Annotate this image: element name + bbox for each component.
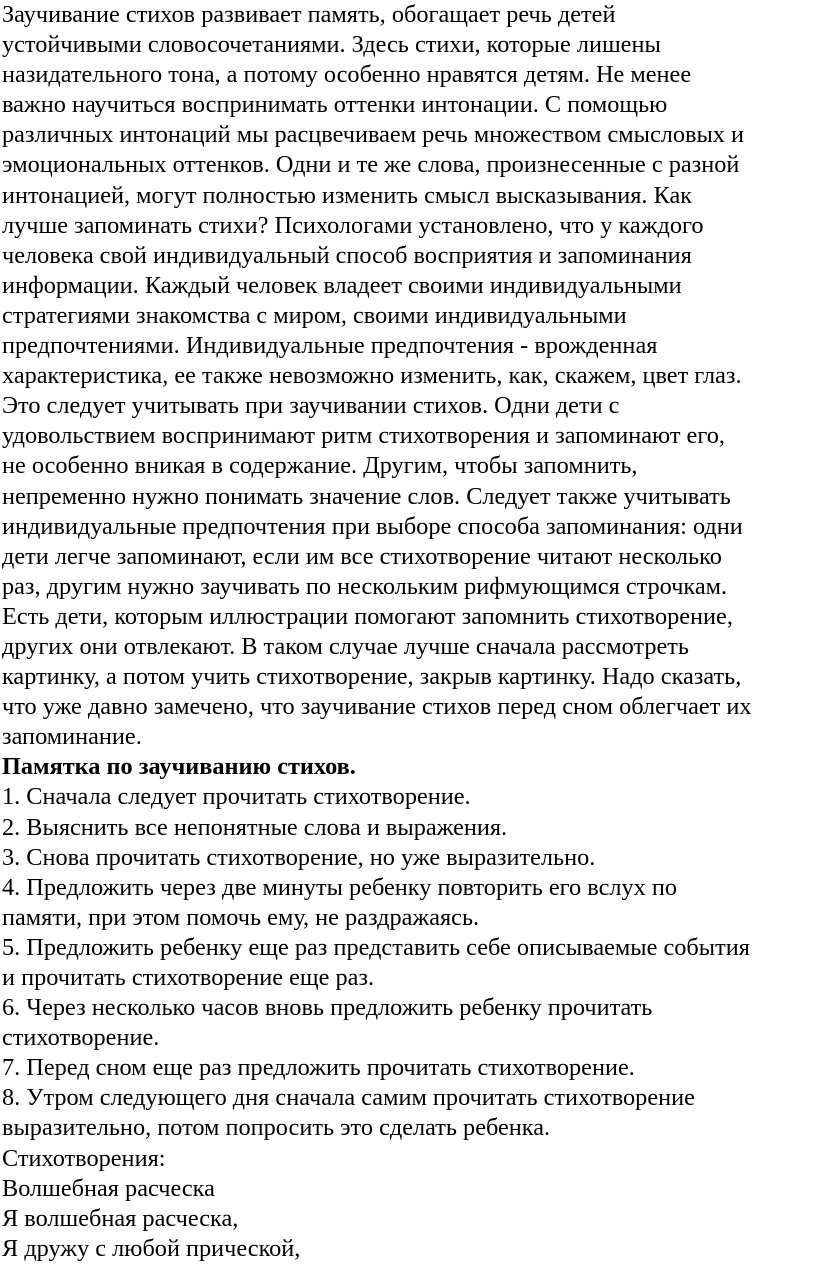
poems-label: Стихотворения: xyxy=(2,1144,166,1172)
text-line: индивидуальные предпочтения при выборе способа запоминания: одни xyxy=(2,512,743,540)
text-line: предпочтениями. Индивидуальные предпочтения - врожденная xyxy=(2,332,658,360)
text-line: устойчивыми словосочетаниями. Здесь стихи, которые лишены xyxy=(2,31,661,59)
document-page xyxy=(2,0,814,1264)
memo-line: 6. Через несколько часов вновь предложить ребенку прочитать xyxy=(2,994,653,1022)
poem-text xyxy=(2,1204,814,1264)
memo-line: 4. Предложить через две минуты ребенку повторить его вслух по xyxy=(2,873,678,901)
poem-line: Я дружу с любой прической, xyxy=(2,1234,301,1262)
text-line: Это следует учитывать при заучивании стихов. Одни дети с xyxy=(2,392,620,420)
memo-line: 1. Сначала следует прочитать стихотворение. xyxy=(2,783,471,811)
text-line: назидательного тона, а потому особенно нравятся детям. Не менее xyxy=(2,61,692,89)
memo-line: 8. Утром следующего дня сначала самим прочитать стихотворение xyxy=(2,1084,695,1112)
memo-list xyxy=(2,782,814,1143)
text-line: других они отвлекают. В таком случае лучше сначала рассмотреть xyxy=(2,632,689,660)
poem-title: Волшебная расческа xyxy=(2,1174,215,1202)
text-line: различных интонаций мы расцвечиваем речь множеством смысловых и xyxy=(2,121,745,149)
text-line: лучше запоминать стихи? Психологами установлено, что у каждого xyxy=(2,211,704,239)
memo-line: памяти, при этом помочь ему, не раздражаясь. xyxy=(2,903,480,931)
text-line: важно научиться воспринимать оттенки интонации. С помощью xyxy=(2,91,668,119)
memo-line: 5. Предложить ребенку еще раз представить себе описываемые события xyxy=(2,933,750,961)
memo-line: стихотворение. xyxy=(2,1024,160,1052)
memo-line: и прочитать стихотворение еще раз. xyxy=(2,964,375,991)
memo-line: 3. Снова прочитать стихотворение, но уже выразительно. xyxy=(2,843,596,871)
text-line: запоминание. xyxy=(2,723,142,751)
text-line: картинку, а потом учить стихотворение, закрыв картинку. Надо сказать, xyxy=(2,663,742,691)
text-line: характеристика, ее также невозможно изменить, как, скажем, цвет глаз. xyxy=(2,362,742,390)
text-line: эмоциональных оттенков. Одни и те же слова, произнесенные с разной xyxy=(2,151,740,179)
text-line: что уже давно замечено, что заучивание стихов перед сном облегчает их xyxy=(2,693,752,721)
intro-paragraph xyxy=(2,0,814,752)
text-line: непременно нужно понимать значение слов. Следует также учитывать xyxy=(2,482,731,510)
memo-line: 7. Перед сном еще раз предложить прочитать стихотворение. xyxy=(2,1054,635,1082)
text-line: интонацией, могут полностью изменить смысл высказывания. Как xyxy=(2,181,693,209)
text-line: информации. Каждый человек владеет своими индивидуальными xyxy=(2,271,682,299)
text-line: Есть дети, которым иллюстрации помогают запомнить стихотворение, xyxy=(2,602,733,630)
text-line: дети легче запоминают, если им все стихотворение читают несколько xyxy=(2,542,722,570)
text-line: не особенно вникая в содержание. Другим, чтобы запомнить, xyxy=(2,452,638,480)
memo-heading: Памятка по заучиванию стихов. xyxy=(2,753,356,781)
memo-line: 2. Выяснить все непонятные слова и выражения. xyxy=(2,813,508,841)
text-line: человека свой индивидуальный способ восприятия и запоминания xyxy=(2,241,692,269)
memo-line: выразительно, потом попросить это сделать ребенка. xyxy=(2,1114,551,1142)
text-line: стратегиями знакомства с миром, своими индивидуальными xyxy=(2,301,627,329)
text-line: раз, другим нужно заучивать по нескольким рифмующимся строчкам. xyxy=(2,572,728,600)
text-line: удовольствием воспринимают ритм стихотворения и запоминают его, xyxy=(2,422,725,450)
text-line: Заучивание стихов развивает память, обогащает речь детей xyxy=(2,1,616,28)
poem-line: Я волшебная расческа, xyxy=(2,1204,239,1232)
